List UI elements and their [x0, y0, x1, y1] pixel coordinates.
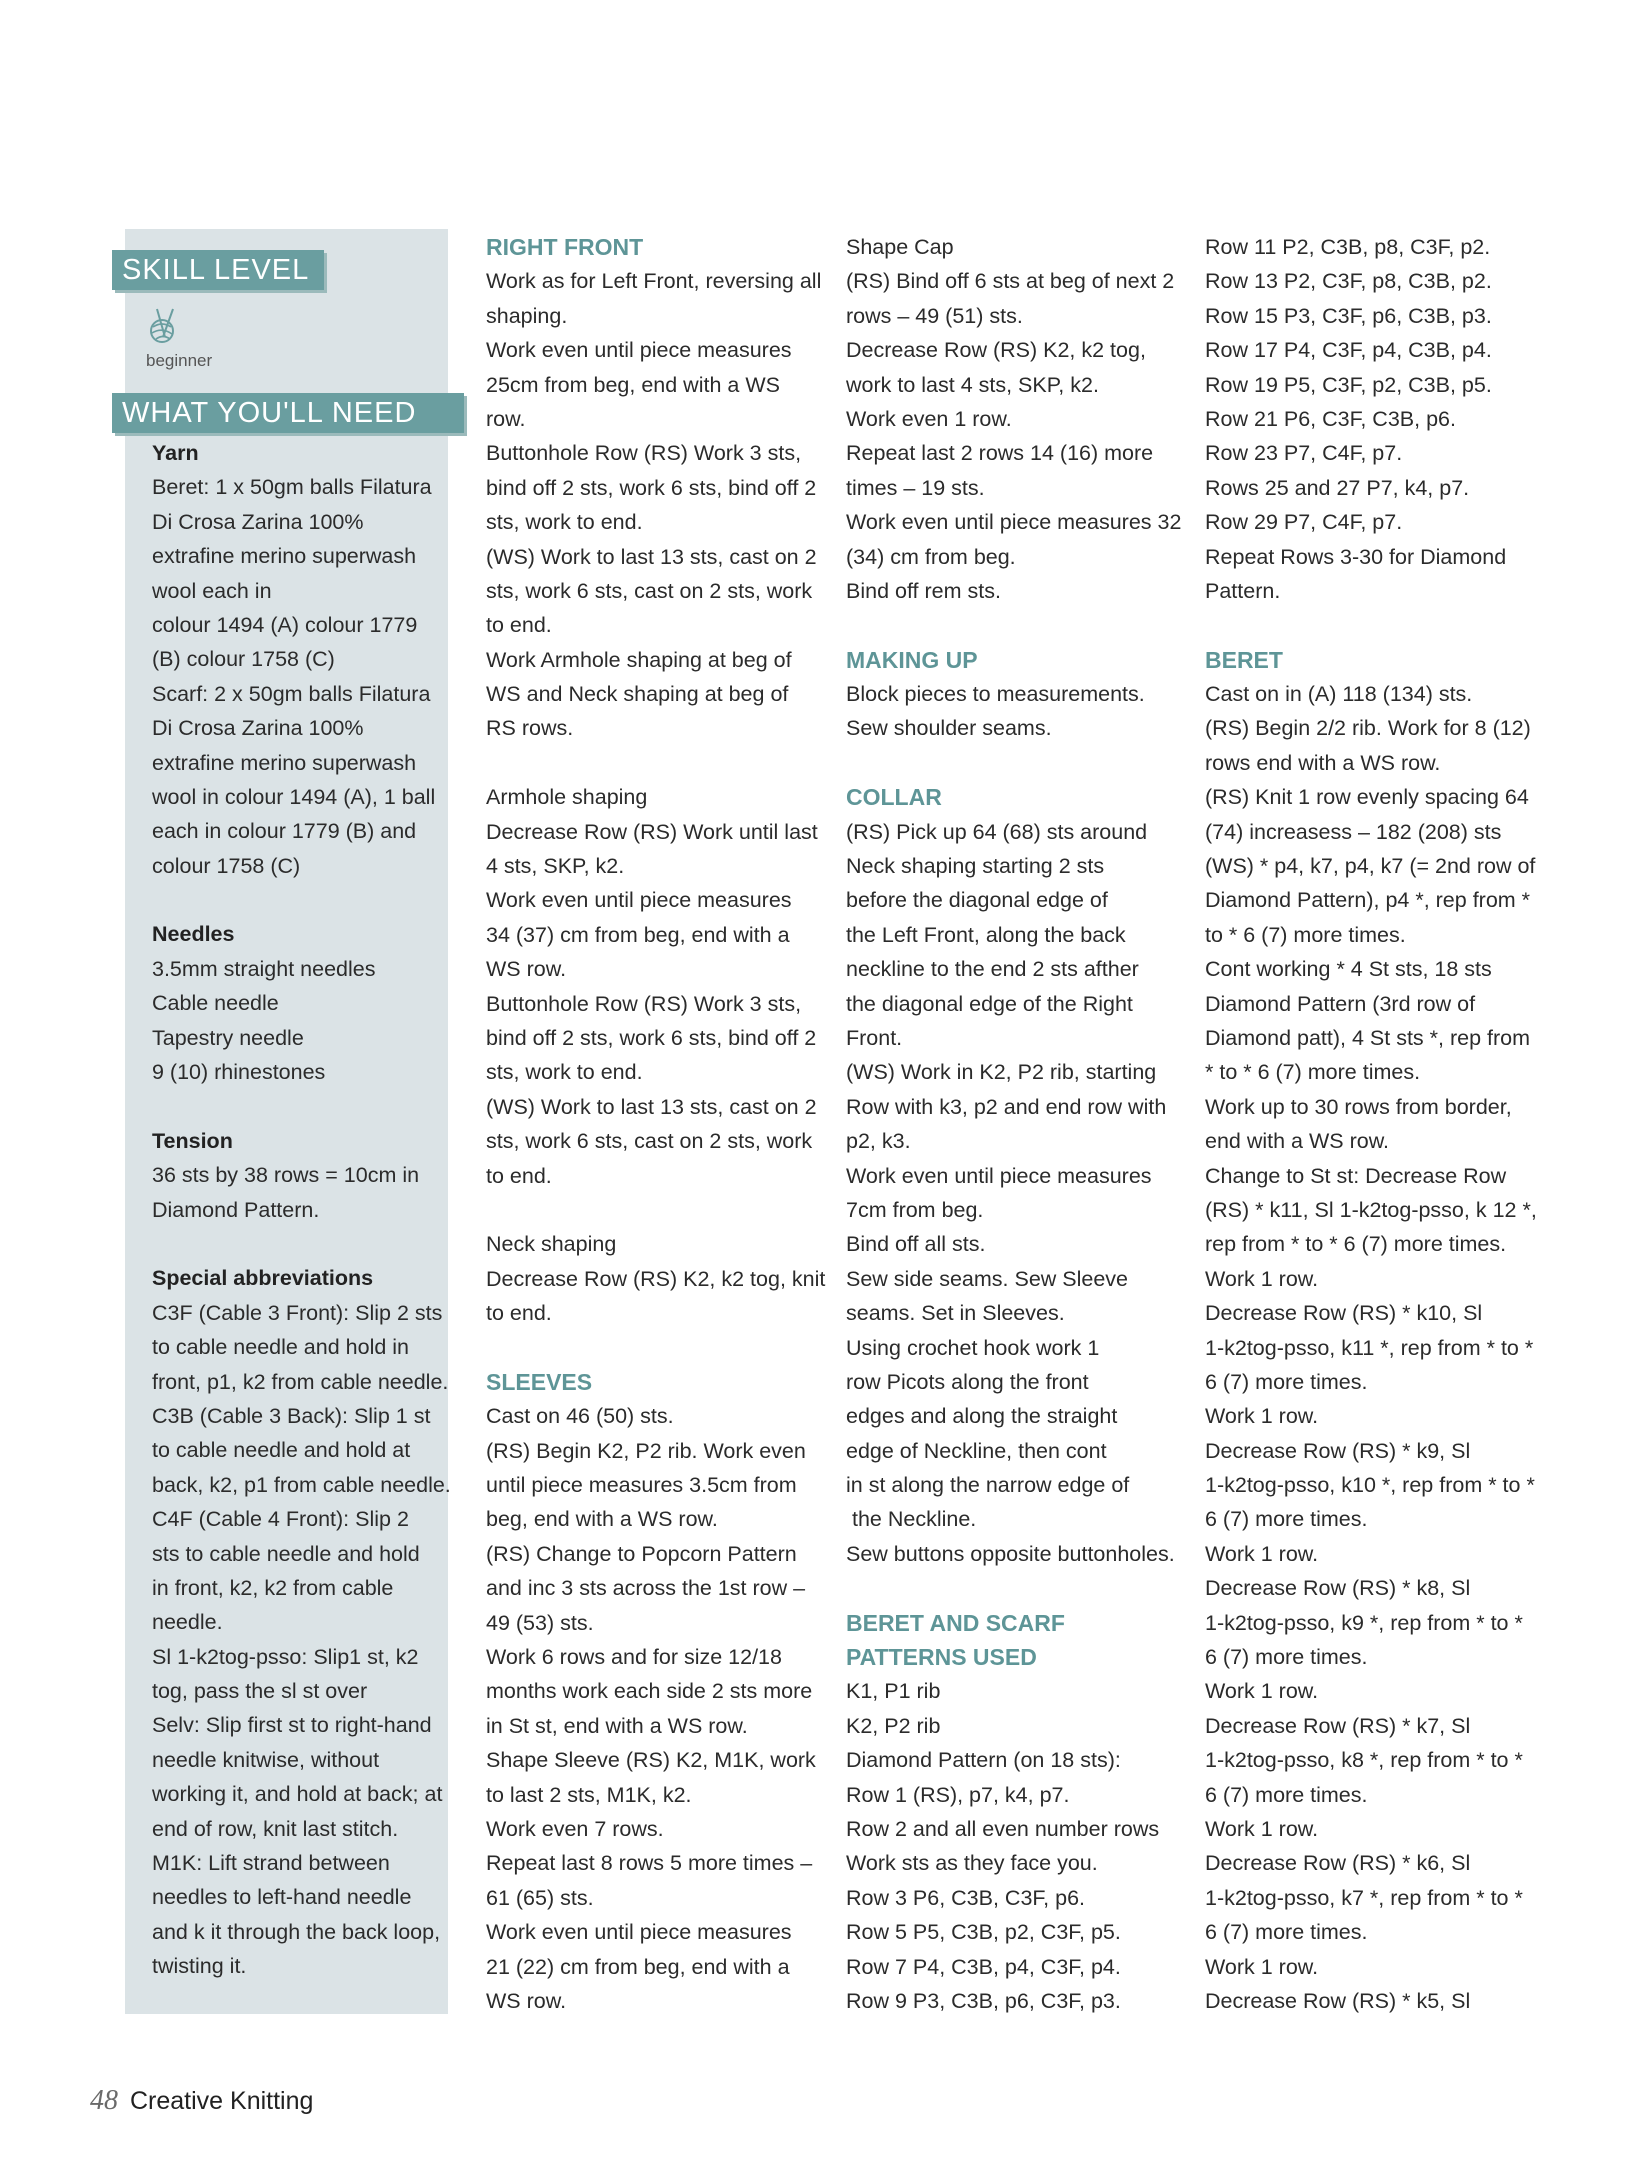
- text-line: Cast on in (A) 118 (134) sts.: [1205, 682, 1473, 707]
- text-line: neckline to the end 2 sts afther: [846, 957, 1139, 982]
- text-line: Row 15 P3, C3F, p6, C3B, p3.: [1205, 303, 1492, 328]
- text-line: Work even 7 rows.: [486, 1816, 664, 1841]
- text-line: 1-k2tog-psso, k9 *, rep from * to *: [1205, 1610, 1523, 1635]
- text-line: (B) colour 1758 (C): [152, 647, 335, 672]
- text-line: shaping.: [486, 303, 568, 328]
- text-line: 4 sts, SKP, k2.: [486, 854, 625, 879]
- what-you-need-heading: WHAT YOU'LL NEED: [112, 393, 464, 433]
- text-line: 6 (7) more times.: [1205, 1782, 1368, 1807]
- text-line: Row 29 P7, C4F, p7.: [1205, 510, 1403, 535]
- text-line: work to last 4 sts, SKP, k2.: [846, 372, 1099, 397]
- text-line: bind off 2 sts, work 6 sts, bind off 2: [486, 1025, 817, 1050]
- text-line: to cable needle and hold at: [152, 1438, 411, 1463]
- text-line: each in colour 1779 (B) and: [152, 819, 417, 844]
- text-line: front, p1, k2 from cable needle.: [152, 1369, 449, 1394]
- text-line: C4F (Cable 4 Front): Slip 2: [152, 1507, 409, 1532]
- text-line: Di Crosa Zarina 100%: [152, 716, 364, 741]
- text-line: Repeat Rows 3-30 for Diamond: [1205, 544, 1507, 569]
- skill-level-label: beginner: [146, 351, 213, 370]
- text-line: to end.: [486, 1163, 552, 1188]
- text-line: Sl 1-k2tog-psso: Slip1 st, k2: [152, 1644, 419, 1669]
- section-heading: SLEEVES: [486, 1368, 593, 1395]
- text-line: Work 1 row.: [1205, 1266, 1319, 1291]
- text-line: (WS) * p4, k7, p4, k7 (= 2nd row of: [1205, 854, 1536, 879]
- text-line: Shape Sleeve (RS) K2, M1K, work: [486, 1748, 816, 1773]
- text-line: Front.: [846, 1025, 903, 1050]
- text-line: Work even until piece measures: [486, 338, 792, 363]
- text-line: Work up to 30 rows from border,: [1205, 1094, 1512, 1119]
- instructions-column-2: [846, 230, 1181, 2018]
- text-line: tog, pass the sl st over: [152, 1679, 368, 1704]
- text-line: sts, work to end.: [486, 510, 643, 535]
- text-line: times – 19 sts.: [846, 475, 985, 500]
- text-line: sts, work 6 sts, cast on 2 sts, work: [486, 1129, 813, 1154]
- text-line: 9 (10) rhinestones: [152, 1060, 326, 1085]
- text-line: Cast on 46 (50) sts.: [486, 1404, 674, 1429]
- text-line: wool in colour 1494 (A), 1 ball: [152, 784, 436, 809]
- text-line: Diamond Pattern (3rd row of: [1205, 991, 1476, 1016]
- text-line: K2, P2 rib: [846, 1713, 941, 1738]
- text-line: Row 21 P6, C3F, C3B, p6.: [1205, 406, 1456, 431]
- text-line: Work even 1 row.: [846, 406, 1012, 431]
- text-line: rows end with a WS row.: [1205, 750, 1441, 775]
- text-line: needle knitwise, without: [152, 1747, 380, 1772]
- text-line: needles to left-hand needle: [152, 1885, 412, 1910]
- instructions-column-3: [1205, 230, 1537, 2018]
- text-line: [486, 1331, 825, 1365]
- text-line: (RS) Begin 2/2 rib. Work for 8 (12): [1205, 716, 1531, 741]
- section-heading: MAKING UP: [846, 646, 978, 673]
- text-line: Scarf: 2 x 50gm balls Filatura: [152, 681, 431, 706]
- text-line: Row 19 P5, C3F, p2, C3B, p5.: [1205, 372, 1492, 397]
- text-line: Diamond patt), 4 St sts *, rep from: [1205, 1025, 1531, 1050]
- text-line: (WS) Work to last 13 sts, cast on 2: [486, 544, 817, 569]
- text-line: extrafine merino superwash: [152, 544, 417, 569]
- text-line: Armhole shaping: [486, 785, 648, 810]
- text-line: to last 2 sts, M1K, k2.: [486, 1782, 692, 1807]
- page-number: 48: [90, 2085, 118, 2116]
- text-line: Bind off all sts.: [846, 1232, 986, 1257]
- text-line: Decrease Row (RS) * k7, Sl: [1205, 1713, 1471, 1738]
- text-line: Row 17 P4, C3F, p4, C3B, p4.: [1205, 338, 1492, 363]
- page-footer: [90, 2085, 313, 2117]
- yarn-ball-icon: [147, 307, 181, 345]
- section-heading: RIGHT FRONT: [486, 234, 644, 260]
- text-line: * to * 6 (7) more times.: [1205, 1060, 1421, 1085]
- text-line: the diagonal edge of the Right: [846, 991, 1133, 1016]
- text-line: Shape Cap: [846, 235, 954, 259]
- text-line: (34) cm from beg.: [846, 544, 1016, 569]
- text-line: 6 (7) more times.: [1205, 1920, 1368, 1945]
- text-line: [846, 608, 1181, 642]
- text-line: to * 6 (7) more times.: [1205, 922, 1406, 947]
- text-line: (RS) Knit 1 row evenly spacing 64: [1205, 785, 1529, 810]
- text-line: (RS) Pick up 64 (68) sts around: [846, 819, 1148, 844]
- text-line: Buttonhole Row (RS) Work 3 sts,: [486, 441, 802, 466]
- text-line: Decrease Row (RS) * k8, Sl: [1205, 1576, 1471, 1601]
- text-line: row Picots along the front: [846, 1369, 1089, 1394]
- text-line: Sew shoulder seams.: [846, 716, 1052, 741]
- text-line: until piece measures 3.5cm from: [486, 1473, 797, 1498]
- text-line: Row 23 P7, C4F, p7.: [1205, 441, 1403, 466]
- text-line: (RS) * k11, Sl 1-k2tog-psso, k 12 *,: [1205, 1197, 1537, 1222]
- text-line: the Neckline.: [846, 1507, 977, 1532]
- text-line: (WS) Work to last 13 sts, cast on 2: [486, 1094, 817, 1119]
- text-line: (RS) Bind off 6 sts at beg of next 2: [846, 269, 1175, 294]
- text-line: Diamond Pattern.: [152, 1197, 320, 1222]
- text-line: 7cm from beg.: [846, 1197, 984, 1222]
- text-line: Repeat last 8 rows 5 more times –: [486, 1851, 813, 1876]
- text-line: and k it through the back loop,: [152, 1919, 441, 1944]
- text-line: 36 sts by 38 rows = 10cm in: [152, 1163, 420, 1188]
- text-line: 6 (7) more times.: [1205, 1507, 1368, 1532]
- text-line: Cable needle: [152, 991, 279, 1016]
- text-line: 1-k2tog-psso, k10 *, rep from * to *: [1205, 1473, 1535, 1498]
- text-line: 6 (7) more times.: [1205, 1369, 1368, 1394]
- text-line: rep from * to * 6 (7) more times.: [1205, 1232, 1507, 1257]
- text-line: Decrease Row (RS) * k9, Sl: [1205, 1438, 1471, 1463]
- text-line: working it, and hold at back; at: [152, 1782, 443, 1807]
- text-line: Selv: Slip first st to right-hand: [152, 1713, 432, 1738]
- text-line: Work 1 row.: [1205, 1816, 1319, 1841]
- text-line: colour 1494 (A) colour 1779: [152, 612, 418, 637]
- text-line: Row 3 P6, C3B, C3F, p6.: [846, 1885, 1085, 1910]
- text-line: C3B (Cable 3 Back): Slip 1 st: [152, 1403, 431, 1428]
- text-line: [846, 1571, 1181, 1605]
- text-line: Decrease Row (RS) * k6, Sl: [1205, 1851, 1471, 1876]
- text-line: 3.5mm straight needles: [152, 956, 376, 981]
- text-line: before the diagonal edge of: [846, 888, 1108, 913]
- section-heading: COLLAR: [846, 784, 942, 811]
- text-line: Row 9 P3, C3B, p6, C3F, p3.: [846, 1988, 1121, 2013]
- text-line: Repeat last 2 rows 14 (16) more: [846, 441, 1154, 466]
- skill-level-heading: SKILL LEVEL: [112, 250, 324, 290]
- text-line: 6 (7) more times.: [1205, 1645, 1368, 1670]
- text-line: [152, 1089, 451, 1123]
- section-heading: PATTERNS USED: [846, 1644, 1037, 1671]
- text-line: Row 13 P2, C3F, p8, C3B, p2.: [1205, 269, 1492, 294]
- text-line: 25cm from beg, end with a WS: [486, 372, 780, 397]
- text-line: end of row, knit last stitch.: [152, 1816, 399, 1841]
- text-line: Diamond Pattern (on 18 sts):: [846, 1748, 1121, 1773]
- text-line: Cont working * 4 St sts, 18 sts: [1205, 957, 1492, 982]
- subsection-heading: Yarn: [152, 441, 199, 465]
- text-line: Work 1 row.: [1205, 1404, 1319, 1429]
- text-line: 34 (37) cm from beg, end with a: [486, 922, 790, 947]
- section-heading: BERET: [1205, 646, 1283, 673]
- text-line: (WS) Work in K2, P2 rib, starting: [846, 1060, 1157, 1085]
- text-line: sts, work to end.: [486, 1060, 643, 1085]
- text-line: Work 6 rows and for size 12/18: [486, 1645, 782, 1670]
- text-line: Rows 25 and 27 P7, k4, p7.: [1205, 475, 1470, 500]
- text-line: to end.: [486, 613, 552, 638]
- text-line: Work 1 row.: [1205, 1954, 1319, 1979]
- text-line: Neck shaping starting 2 sts: [846, 854, 1105, 879]
- text-line: Pattern.: [1205, 578, 1281, 603]
- text-line: Work Armhole shaping at beg of: [486, 647, 792, 672]
- text-line: in St st, end with a WS row.: [486, 1713, 748, 1738]
- text-line: 1-k2tog-psso, k8 *, rep from * to *: [1205, 1748, 1523, 1773]
- text-line: [486, 746, 825, 780]
- text-line: sts to cable needle and hold: [152, 1541, 420, 1566]
- subsection-heading: Needles: [152, 922, 235, 947]
- text-line: Decrease Row (RS) * k5, Sl: [1205, 1988, 1471, 2013]
- text-line: RS rows.: [486, 716, 574, 741]
- text-line: p2, k3.: [846, 1129, 911, 1154]
- text-line: [152, 883, 451, 917]
- text-line: Decrease Row (RS) K2, k2 tog, knit: [486, 1266, 826, 1291]
- text-line: needle.: [152, 1610, 223, 1635]
- text-line: Work even until piece measures: [486, 1920, 792, 1945]
- text-line: and inc 3 sts across the 1st row –: [486, 1576, 806, 1601]
- text-line: to end.: [486, 1301, 552, 1326]
- text-line: (RS) Begin K2, P2 rib. Work even: [486, 1438, 806, 1463]
- text-line: WS and Neck shaping at beg of: [486, 682, 789, 707]
- text-line: K1, P1 rib: [846, 1679, 941, 1704]
- instructions-column-1: [486, 230, 825, 2018]
- text-line: Row 11 P2, C3B, p8, C3F, p2.: [1205, 235, 1491, 259]
- text-line: Work as for Left Front, reversing all: [486, 269, 822, 294]
- text-line: beg, end with a WS row.: [486, 1507, 718, 1532]
- text-line: Decrease Row (RS) * k10, Sl: [1205, 1301, 1483, 1326]
- text-line: in front, k2, k2 from cable: [152, 1575, 394, 1600]
- text-line: Row 7 P4, C3B, p4, C3F, p4.: [846, 1954, 1121, 1979]
- subsection-heading: Special abbreviations: [152, 1266, 374, 1291]
- subsection-heading: Tension: [152, 1128, 233, 1153]
- text-line: Tapestry needle: [152, 1025, 304, 1050]
- text-line: to cable needle and hold in: [152, 1335, 410, 1360]
- text-line: Using crochet hook work 1: [846, 1335, 1100, 1360]
- text-line: Sew side seams. Sew Sleeve: [846, 1266, 1129, 1291]
- text-line: C3F (Cable 3 Front): Slip 2 sts: [152, 1300, 443, 1325]
- text-line: (74) increasess – 182 (208) sts: [1205, 819, 1502, 844]
- text-line: extrafine merino superwash: [152, 750, 417, 775]
- text-line: 21 (22) cm from beg, end with a: [486, 1954, 790, 1979]
- publication-name: Creative Knitting: [130, 2087, 314, 2115]
- text-line: 49 (53) sts.: [486, 1610, 594, 1635]
- text-line: edge of Neckline, then cont: [846, 1438, 1107, 1463]
- text-line: back, k2, p1 from cable needle.: [152, 1472, 451, 1497]
- materials-list: [152, 436, 451, 1984]
- text-line: Row 5 P5, C3B, p2, C3F, p5.: [846, 1920, 1121, 1945]
- section-heading: BERET AND SCARF: [846, 1609, 1065, 1636]
- text-line: row.: [486, 406, 526, 431]
- text-line: Diamond Pattern), p4 *, rep from *: [1205, 888, 1531, 913]
- text-line: the Left Front, along the back: [846, 922, 1126, 947]
- text-line: Bind off rem sts.: [846, 578, 1001, 603]
- text-line: [152, 1227, 451, 1261]
- text-line: Work even until piece measures: [486, 888, 792, 913]
- text-line: in st along the narrow edge of: [846, 1473, 1130, 1498]
- text-line: 1-k2tog-psso, k11 *, rep from * to *: [1205, 1335, 1534, 1360]
- text-line: Buttonhole Row (RS) Work 3 sts,: [486, 991, 802, 1016]
- text-line: bind off 2 sts, work 6 sts, bind off 2: [486, 475, 817, 500]
- text-line: WS row.: [486, 957, 567, 982]
- text-line: Work 1 row.: [1205, 1541, 1319, 1566]
- text-line: Work even until piece measures 32: [846, 510, 1182, 535]
- text-line: Di Crosa Zarina 100%: [152, 509, 364, 534]
- text-line: Row 2 and all even number rows: [846, 1816, 1160, 1841]
- text-line: Row 1 (RS), p7, k4, p7.: [846, 1782, 1070, 1807]
- text-line: colour 1758 (C): [152, 853, 301, 878]
- text-line: Work even until piece measures: [846, 1163, 1152, 1188]
- text-line: end with a WS row.: [1205, 1129, 1390, 1154]
- text-line: Work sts as they face you.: [846, 1851, 1098, 1876]
- text-line: [846, 746, 1181, 780]
- text-line: Row with k3, p2 and end row with: [846, 1094, 1167, 1119]
- text-line: wool each in: [152, 578, 272, 603]
- text-line: [486, 1193, 825, 1227]
- text-line: seams. Set in Sleeves.: [846, 1301, 1065, 1326]
- text-line: M1K: Lift strand between: [152, 1851, 390, 1876]
- text-line: (RS) Change to Popcorn Pattern: [486, 1541, 797, 1566]
- text-line: edges and along the straight: [846, 1404, 1118, 1429]
- text-line: Decrease Row (RS) Work until last: [486, 819, 818, 844]
- text-line: Change to St st: Decrease Row: [1205, 1163, 1507, 1188]
- text-line: months work each side 2 sts more: [486, 1679, 813, 1704]
- text-line: Decrease Row (RS) K2, k2 tog,: [846, 338, 1146, 363]
- text-line: 1-k2tog-psso, k7 *, rep from * to *: [1205, 1885, 1523, 1910]
- text-line: Work 1 row.: [1205, 1679, 1319, 1704]
- text-line: twisting it.: [152, 1954, 247, 1979]
- text-line: sts, work 6 sts, cast on 2 sts, work: [486, 578, 813, 603]
- text-line: 61 (65) sts.: [486, 1885, 594, 1910]
- text-line: Sew buttons opposite buttonholes.: [846, 1541, 1175, 1566]
- text-line: [1205, 608, 1537, 642]
- text-line: WS row.: [486, 1988, 567, 2013]
- text-line: Beret: 1 x 50gm balls Filatura: [152, 475, 432, 500]
- text-line: rows – 49 (51) sts.: [846, 303, 1023, 328]
- text-line: Block pieces to measurements.: [846, 682, 1145, 707]
- text-line: Neck shaping: [486, 1232, 617, 1257]
